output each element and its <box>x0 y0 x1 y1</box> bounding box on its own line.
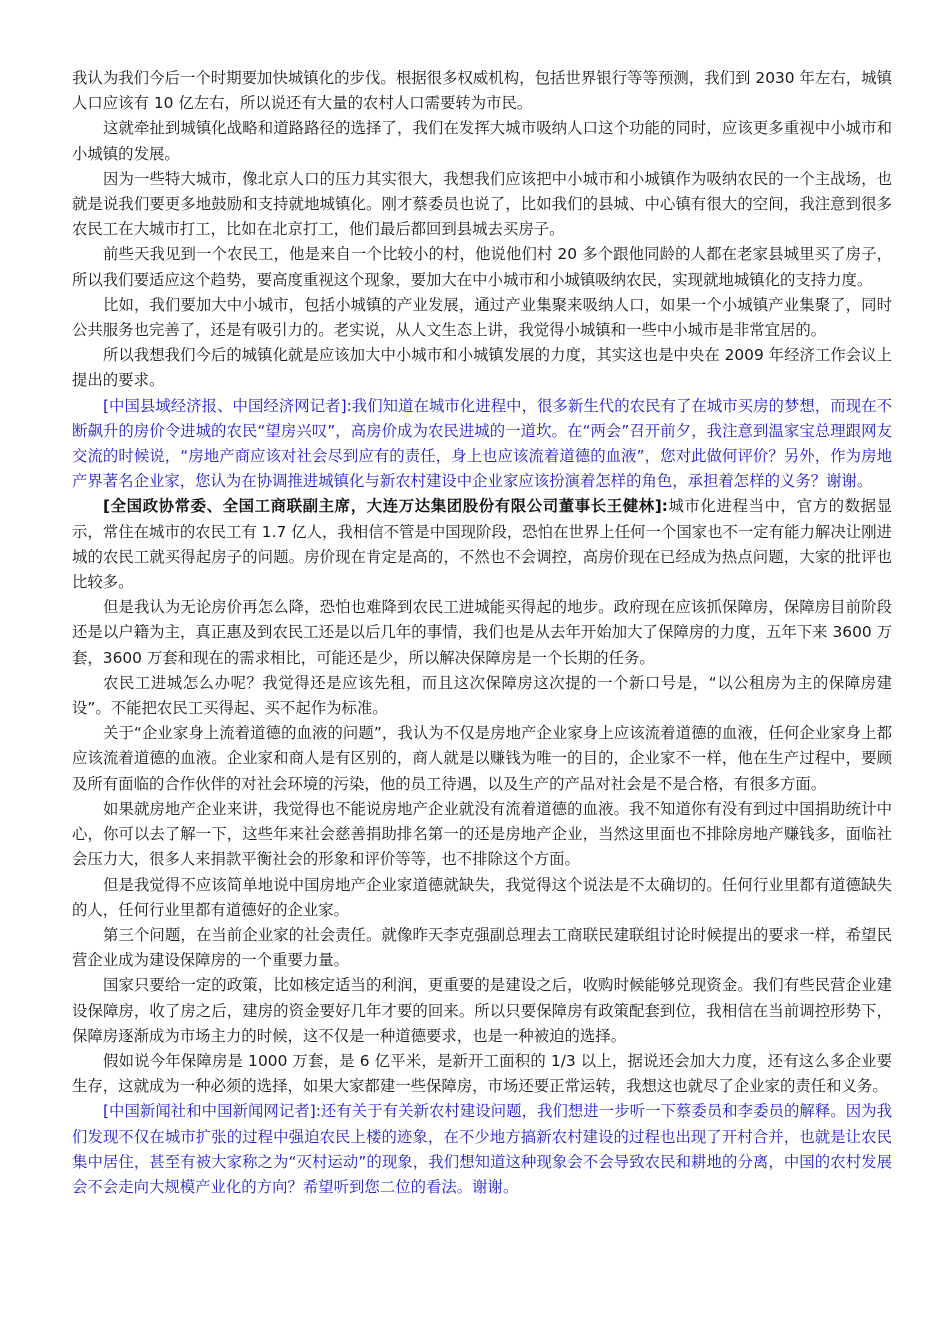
body-paragraph <box>72 973 892 1049</box>
body-paragraph <box>72 66 892 116</box>
paragraph-text: 但是我觉得不应该简单地说中国房地产企业家道德就缺失，我觉得这个说法是不太确切的。任何行业里都有道德缺失的人，任何行业里都有道德好的企业家。 <box>72 875 892 919</box>
paragraph-text: 第三个问题，在当前企业家的社会责任。就像昨天李克强副总理去工商联民建联组讨论时候提出的要求一样，希望民营企业成为建设保障房的一个重要力量。 <box>72 925 892 970</box>
body-paragraph <box>72 797 892 873</box>
paragraph-text: 农民工进城怎么办呢？我觉得还是应该先租，而且这次保障房这次提的一个新口号是，“以公租房为主的保障房建设”。不能把农民工买得起、买不起作为标准。 <box>72 673 892 718</box>
body-paragraph <box>72 595 892 671</box>
paragraph-text: 城市化进程当中，官方的数据显示，常住在城市的农民工有 1.7 亿人，我相信不管是中国现阶段，恐怕在世界上任何一个国家也不一定有能力解决让刚进城的农民工就买得起房子的问题。房价现在肯定是高的，不然也不会调控，高房价现在已经成为热点问题，大家的批评也比较多。 <box>72 497 892 592</box>
paragraph-text: 所以我想我们今后的城镇化就是应该加大中小城市和小城镇发展的力度，其实这也是中央在 2009 年经济工作会议上提出的要求。 <box>72 346 892 390</box>
paragraph-text: 因为一些特大城市，像北京人口的压力其实很大，我想我们应该把中小城市和小城镇作为吸纳农民的一个主战场，也就是说我们要更多地鼓励和支持就地城镇化。刚才蔡委员也说了，比如我们的县城、中心镇有很大的空间，我注意到很多农民工在大城市打工，比如在北京打工，他们最后都回到县城去买房子。 <box>72 169 892 239</box>
paragraph-text: 这就牵扯到城镇化战略和道路路径的选择了，我们在发挥大城市吸纳人口这个功能的同时，应该更多重视中小城市和小城镇的发展。 <box>72 119 892 163</box>
paragraph-text: 我们知道在城市化进程中，很多新生代的农民有了在城市买房的梦想，而现在不断飙升的房价令进城的农民“望房兴叹”，高房价成为农民进城的一道坎。在“两会”召开前夕，我注意到温家宝总理跟网友交流的时候说，“房地产商应该对社会尽到应有的责任，身上也应该流着道德的血液”，您对此做何评价？另外，作为房地产界著名企业家，您认为在协调推进城镇化与新农村建设中企业家应该扮演着怎样的角色，承担着怎样的义务？谢谢。 <box>72 396 892 491</box>
body-paragraph <box>72 343 892 393</box>
answer-paragraph <box>72 494 892 595</box>
paragraph-text: 国家只要给一定的政策，比如核定适当的利润，更重要的是建设之后，收购时候能够兑现资金。我们有些民营企业建设保障房，收了房之后，建房的资金要好几年才要的回来。所以只要保障房有政策配套到位，我相信在当前调控形势下，保障房逐渐成为市场主力的时候，这不仅是一种道德要求，也是一种被迫的选择。 <box>72 976 892 1045</box>
body-paragraph <box>72 116 892 166</box>
body-paragraph <box>72 167 892 243</box>
reporter-tag: [中国新闻社和中国新闻网记者]: <box>103 1102 321 1121</box>
speaker-tag: [全国政协常委、全国工商联副主席，大连万达集团股份有限公司董事长王健林]: <box>103 497 668 516</box>
paragraph-text: 假如说今年保障房是 1000 万套，是 6 亿平米，是新开工面积的 1/3 以上，据说还会加大力度，还有这么多企业要生存，这就成为一种必须的选择，如果大家都建一些保障房，市场还要正常运转，我想这也就尽了企业家的责任和义务。 <box>72 1051 892 1096</box>
document-body <box>72 66 892 1200</box>
body-paragraph <box>72 721 892 797</box>
paragraph-text: 关于“企业家身上流着道德的血液的问题”，我认为不仅是房地产企业家身上应该流着道德的血液，任何企业家身上都应该流着道德的血液。企业家和商人是有区别的，商人就是以赚钱为唯一的目的，企业家不一样，他在生产过程中，要顾及所有面临的合作伙伴的对社会环境的污染，他的员工待遇，以及生产的产品对社会是不是合格，有很多方面。 <box>72 724 892 793</box>
reporter-tag: [中国县域经济报、中国经济网记者]: <box>103 396 352 415</box>
paragraph-text: 我认为我们今后一个时期要加快城镇化的步伐。根据很多权威机构，包括世界银行等等预测，我们到 2030 年左右，城镇人口应该有 10 亿左右，所以说还有大量的农村人口需要转为市民。 <box>72 69 892 113</box>
paragraph-text: 但是我认为无论房价再怎么降，恐怕也难降到农民工进城能买得起的地步。政府现在应该抓保障房，保障房目前阶段还是以户籍为主，真正惠及到农民工还是以后几年的事情，我们也是从去年开始加大了保障房的力度，五年下来 3600 万套，3600 万套和现在的需求相比，可能还是少，所以解决保障房是一个长期的任务。 <box>72 598 892 667</box>
body-paragraph <box>72 242 892 292</box>
body-paragraph <box>72 1049 892 1099</box>
paragraph-text: 如果就房地产企业来讲，我觉得也不能说房地产企业就没有流着道德的血液。我不知道你有没有到过中国捐助统计中心，你可以去了解一下，这些年来社会慈善捐助排名第一的还是房地产企业，当然这里面也不排除房地产赚钱多，面临社会压力大，很多人来捐款平衡社会的形象和评价等等，也不排除这个方面。 <box>72 799 892 869</box>
body-paragraph <box>72 873 892 923</box>
paragraph-text: 还有关于有关新农村建设问题，我们想进一步听一下蔡委员和李委员的解释。因为我们发现不仅在城市扩张的过程中强迫农民上楼的迹象，在不少地方搞新农村建设的过程也出现了开村合并，也就是让农民集中居住，甚至有被大家称之为“灭村运动”的现象，我们想知道这种现象会不会导致农民和耕地的分离，中国的农村发展会不会走向大规模产业化的方向？希望听到您二位的看法。谢谢。 <box>72 1102 892 1196</box>
paragraph-text: 比如，我们要加大中小城市，包括小城镇的产业发展，通过产业集聚来吸纳人口，如果一个小城镇产业集聚了，同时公共服务也完善了，还是有吸引力的。老实说，从人文生态上讲，我觉得小城镇和一些中小城市是非常宜居的。 <box>72 295 892 340</box>
body-paragraph <box>72 293 892 343</box>
body-paragraph <box>72 671 892 721</box>
question-paragraph <box>72 394 892 495</box>
body-paragraph <box>72 923 892 973</box>
paragraph-text: 前些天我见到一个农民工，他是来自一个比较小的村，他说他们村 20 多个跟他同龄的人都在老家县城里买了房子，所以我们要适应这个趋势，要高度重视这个现象，要加大在中小城市和小城镇吸纳农民，实现就地城镇化的支持力度。 <box>72 245 892 289</box>
question-paragraph <box>72 1099 892 1200</box>
